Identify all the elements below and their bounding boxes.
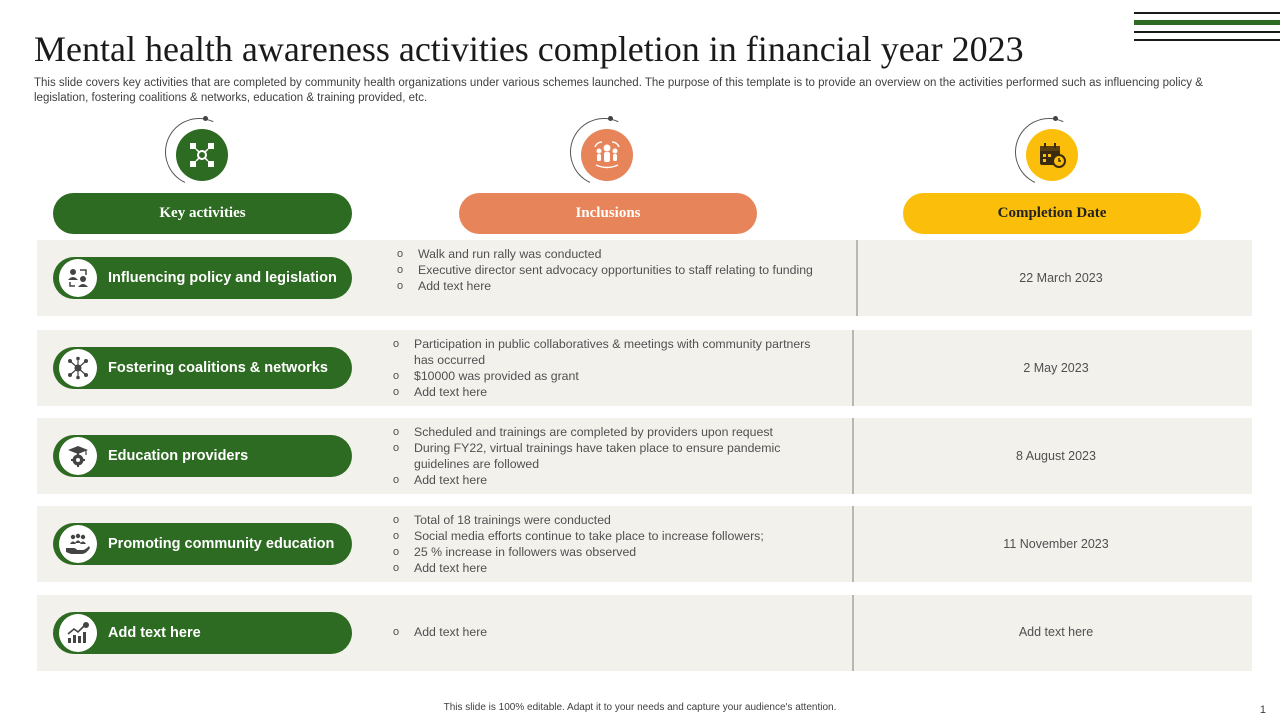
network-hub-icon xyxy=(59,349,97,387)
calendar-clock-icon xyxy=(1037,140,1067,170)
inclusions-header-icon xyxy=(570,118,638,186)
page-title: Mental health awareness activities completion in financial year 2023 xyxy=(34,29,1024,69)
list-item: o Add text here xyxy=(393,472,818,488)
activity-label: Influencing policy and legislation xyxy=(108,270,337,286)
footer-note: This slide is 100% editable. Adapt it to your needs and capture your audience's attention. xyxy=(443,702,837,713)
activity-label: Education providers xyxy=(108,448,249,464)
key-activities-header-icon xyxy=(165,118,233,186)
completion-date: 22 March 2023 xyxy=(1019,271,1103,285)
people-connection-icon xyxy=(59,259,97,297)
table-row xyxy=(37,506,1252,582)
activity-pill xyxy=(53,435,352,477)
growth-chart-icon xyxy=(59,614,97,652)
hand-people-icon xyxy=(59,525,97,563)
graduate-gear-icon xyxy=(59,437,97,475)
puzzle-network-icon xyxy=(187,140,217,170)
list-item: o $10000 was provided as grant xyxy=(393,368,813,384)
list-item: o Social media efforts continue to take place to increase followers; xyxy=(393,528,818,544)
completion-date: 2 May 2023 xyxy=(1023,361,1089,375)
activity-pill xyxy=(53,347,352,389)
inclusions-list xyxy=(393,512,818,576)
inclusions-list xyxy=(397,246,817,294)
completion-date-header-icon xyxy=(1015,118,1083,186)
community-people-icon xyxy=(591,139,623,171)
completion-date-header: Completion Date xyxy=(903,193,1201,234)
completion-date: 8 August 2023 xyxy=(1016,449,1096,463)
list-item: o 25 % increase in followers was observed xyxy=(393,544,818,560)
decorative-lines xyxy=(1134,12,1280,47)
list-item: o Add text here xyxy=(393,560,818,576)
activity-label: Fostering coalitions & networks xyxy=(108,360,328,376)
activity-label: Promoting community education xyxy=(108,536,335,552)
table-row xyxy=(37,595,1252,671)
list-item: o Scheduled and trainings are completed by providers upon request xyxy=(393,424,818,440)
completion-date: Add text here xyxy=(1018,625,1094,639)
list-item: o Total of 18 trainings were conducted xyxy=(393,512,818,528)
inclusions-header: Inclusions xyxy=(459,193,757,234)
table-row xyxy=(37,418,1252,494)
activity-pill xyxy=(53,612,352,654)
inclusions-list xyxy=(393,624,818,640)
list-item: o Add text here xyxy=(393,384,813,400)
page-number: 1 xyxy=(1259,704,1266,716)
inclusions-list xyxy=(393,336,813,400)
table-row xyxy=(37,240,1252,316)
key-activities-header: Key activities xyxy=(53,193,352,234)
inclusions-list xyxy=(393,424,818,488)
activity-pill xyxy=(53,523,352,565)
list-item: o Executive director sent advocacy opportunities to staff relating to funding xyxy=(397,262,817,278)
list-item: o Add text here xyxy=(393,624,818,640)
list-item: o During FY22, virtual trainings have taken place to ensure pandemic guidelines are followed xyxy=(393,440,818,472)
list-item: o Participation in public collaboratives & meetings with community partners has occurred xyxy=(393,336,813,368)
activity-label: Add text here xyxy=(108,625,201,641)
table-row xyxy=(37,330,1252,406)
page-subtitle: This slide covers key activities that are completed by community health organizations under various schemes launched. The purpose of this template is to provide an overview on the activities performed such as influencing policy & legislation, fostering coalitions & networks, education & training provided, etc. xyxy=(34,77,1203,104)
list-item: o Add text here xyxy=(397,278,817,294)
list-item: o Walk and run rally was conducted xyxy=(397,246,817,262)
completion-date: 11 November 2023 xyxy=(1003,537,1109,551)
activity-pill xyxy=(53,257,352,299)
